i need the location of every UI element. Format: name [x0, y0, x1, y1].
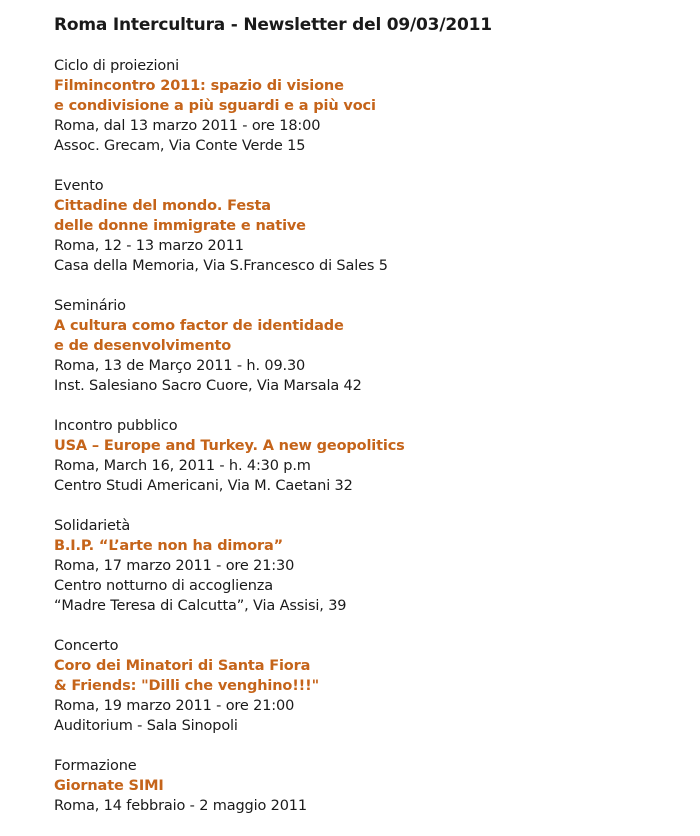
event-list: [54, 56, 684, 816]
event-detail-line: Roma, 12 - 13 marzo 2011: [54, 238, 244, 254]
event-detail-line: Roma, dal 13 marzo 2011 - ore 18:00: [54, 118, 321, 134]
event-title-line[interactable]: A cultura como factor de identidade: [54, 318, 344, 334]
page-title: Roma Intercultura - Newsletter del 09/03/2011: [54, 15, 492, 35]
event-detail-line: Auditorium - Sala Sinopoli: [54, 718, 238, 734]
event-detail-line: Roma, 14 febbraio - 2 maggio 2011: [54, 798, 307, 814]
event-category: Seminário: [54, 298, 126, 314]
event-title-line[interactable]: B.I.P. “L’arte non ha dimora”: [54, 538, 284, 554]
event-title-line[interactable]: Filmincontro 2011: spazio di visione: [54, 78, 344, 94]
event-category: Evento: [54, 178, 104, 194]
event-title-line[interactable]: Coro dei Minatori di Santa Fiora: [54, 658, 311, 674]
event-title-line[interactable]: Giornate SIMI: [54, 778, 164, 794]
event-item: [54, 56, 684, 156]
event-category: Incontro pubblico: [54, 418, 178, 434]
event-title-line[interactable]: USA – Europe and Turkey. A new geopolitics: [54, 438, 405, 454]
event-detail-line: Inst. Salesiano Sacro Cuore, Via Marsala 42: [54, 378, 362, 394]
event-item: [54, 516, 684, 616]
event-item: [54, 636, 684, 736]
event-detail-line: Centro notturno di accoglienza: [54, 578, 273, 594]
newsletter-page: [54, 12, 684, 836]
event-detail-line: Roma, 13 de Março 2011 - h. 09.30: [54, 358, 306, 374]
event-title-line[interactable]: e de desenvolvimento: [54, 338, 232, 354]
event-title-line[interactable]: & Friends: "Dilli che venghino!!!": [54, 678, 319, 694]
event-category: Concerto: [54, 638, 119, 654]
event-detail-line: Roma, 19 marzo 2011 - ore 21:00: [54, 698, 295, 714]
event-category: Ciclo di proiezioni: [54, 58, 180, 74]
event-detail-line: Roma, 17 marzo 2011 - ore 21:30: [54, 558, 295, 574]
event-detail-line: “Madre Teresa di Calcutta”, Via Assisi, 39: [54, 598, 347, 614]
event-category: Formazione: [54, 758, 137, 774]
event-detail-line: Assoc. Grecam, Via Conte Verde 15: [54, 138, 306, 154]
event-category: Solidarietà: [54, 518, 131, 534]
event-item: [54, 416, 684, 496]
event-item: [54, 296, 684, 396]
event-title-line[interactable]: delle donne immigrate e native: [54, 218, 306, 234]
event-item: [54, 756, 684, 816]
event-detail-line: Casa della Memoria, Via S.Francesco di Sales 5: [54, 258, 388, 274]
event-title-line[interactable]: e condivisione a più sguardi e a più voci: [54, 98, 376, 114]
event-detail-line: Centro Studi Americani, Via M. Caetani 32: [54, 478, 353, 494]
event-title-line[interactable]: Cittadine del mondo. Festa: [54, 198, 271, 214]
event-detail-line: Roma, March 16, 2011 - h. 4:30 p.m: [54, 458, 311, 474]
event-item: [54, 176, 684, 276]
